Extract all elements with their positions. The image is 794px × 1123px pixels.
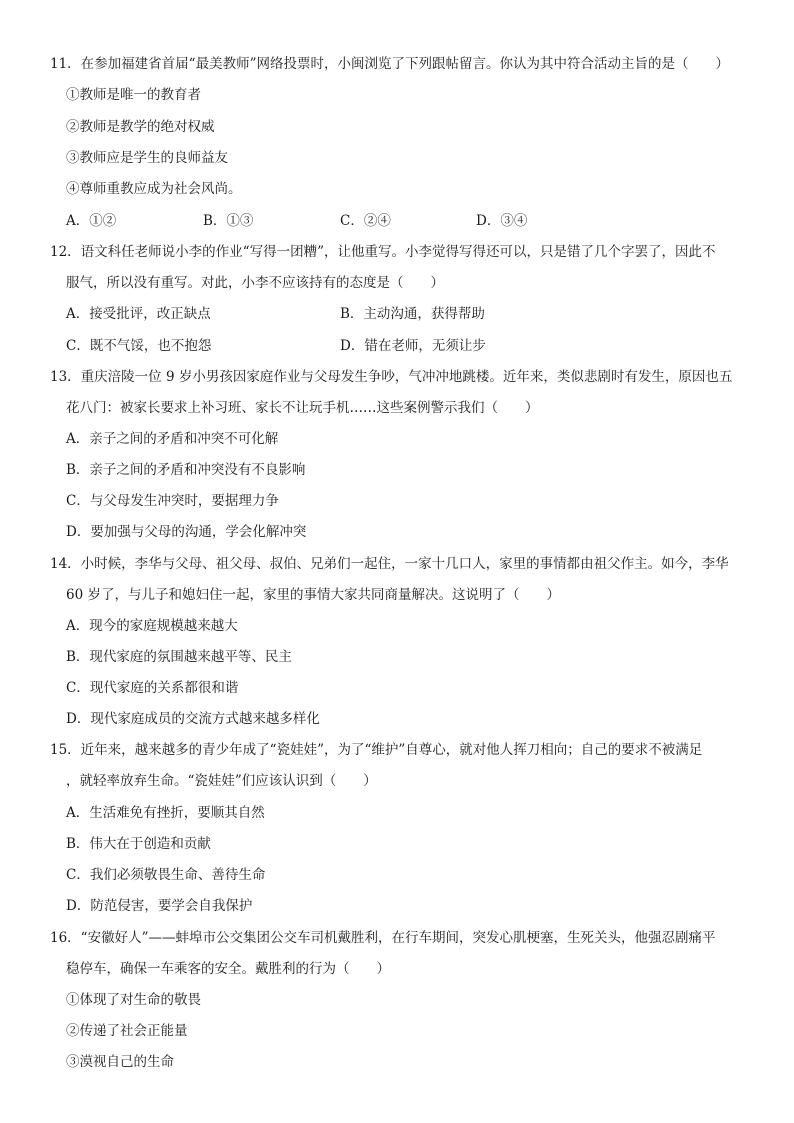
question-14-option-a: A．现今的家庭规模越来越大 bbox=[66, 618, 238, 634]
question-11-stem: 11．在参加福建省首届“最美教师”网络投票时，小闽浏览了下列跟帖留言。你认为其中符合活动主旨的是（ ） bbox=[50, 56, 729, 72]
question-15-option-a: A．生活难免有挫折，要顺其自然 bbox=[66, 805, 265, 821]
question-14-option-d: D．现代家庭成员的交流方式越来越多样化 bbox=[66, 711, 320, 727]
question-15-option-d: D．防范侵害，要学会自我保护 bbox=[66, 898, 253, 914]
question-12-stem-line-1: 12．语文科任老师说小李的作业“写得一团糟”，让他重写。小李觉得写得还可以，只是错了几个字罢了，因此不 bbox=[50, 244, 716, 260]
question-14-stem-line-2: 60 岁了，与儿子和媳妇住一起，家里的事情大家共同商量解决。这说明了（ ） bbox=[66, 587, 560, 603]
question-14-stem-line-1: 14．小时候，李华与父母、祖父母、叔伯、兄弟们一起住，一家十几口人，家里的事情都由祖父作主。如今，李华 bbox=[50, 556, 729, 572]
question-16-item-2: ②传递了社会正能量 bbox=[66, 1023, 188, 1039]
question-11-item-1: ①教师是唯一的教育者 bbox=[66, 87, 201, 103]
question-11-option-d: D．③④ bbox=[476, 213, 528, 229]
question-12-option-d: D．错在老师，无须让步 bbox=[340, 338, 486, 354]
question-13-option-b: B．亲子之间的矛盾和冲突没有不良影响 bbox=[66, 462, 306, 478]
question-15-stem-line-1: 15．近年来，越来越多的青少年成了“瓷娃娃”，为了“维护”自尊心，就对他人挥刀相向；自己的要求不被满足 bbox=[50, 742, 703, 758]
question-13-stem-line-1: 13．重庆涪陵一位 9 岁小男孩因家庭作业与父母发生争吵，气冲冲地跳楼。近年来，类似悲剧时有发生，原因也五 bbox=[50, 369, 733, 385]
question-14-option-c: C．现代家庭的关系都很和谐 bbox=[66, 680, 239, 696]
question-14-option-b: B．现代家庭的氛围越来越平等、民主 bbox=[66, 649, 292, 665]
question-11-item-4: ④尊师重教应成为社会风尚。 bbox=[66, 181, 242, 197]
question-13-option-d: D．要加强与父母的沟通，学会化解冲突 bbox=[66, 524, 307, 540]
question-11-item-3: ③教师应是学生的良师益友 bbox=[66, 150, 228, 166]
question-11-option-b: B．①③ bbox=[203, 213, 254, 229]
question-11-option-c: C．②④ bbox=[340, 213, 391, 229]
question-13-option-a: A．亲子之间的矛盾和冲突不可化解 bbox=[66, 431, 279, 447]
question-15-option-c: C．我们必须敬畏生命、善待生命 bbox=[66, 867, 266, 883]
question-11-option-a: A．①② bbox=[66, 213, 117, 229]
question-13-stem-line-2: 花八门：被家长要求上补习班、家长不让玩手机……这些案例警示我们（ ） bbox=[66, 400, 539, 416]
question-15-stem-line-2: ，就轻率放弃生命。“瓷娃娃”们应该认识到（ ） bbox=[66, 773, 377, 789]
question-12-option-b: B．主动沟通，获得帮助 bbox=[340, 306, 485, 322]
question-16-stem-line-2: 稳停车，确保一车乘客的安全。戴胜利的行为（ ） bbox=[66, 961, 390, 977]
question-13-option-c: C．与父母发生冲突时，要据理力争 bbox=[66, 493, 279, 509]
question-16-stem-line-1: 16．“安徽好人”——蚌埠市公交集团公交车司机戴胜利，在行车期间，突发心肌梗塞，生死关头，他强忍剧痛平 bbox=[50, 930, 716, 946]
question-12-stem-line-2: 服气，所以没有重写。对此，小李不应该持有的态度是（ ） bbox=[66, 275, 444, 291]
question-16-item-1: ①体现了对生命的敬畏 bbox=[66, 992, 201, 1008]
question-16-item-3: ③漠视自己的生命 bbox=[66, 1054, 174, 1070]
question-11-item-2: ②教师是教学的绝对权威 bbox=[66, 119, 215, 135]
question-15-option-b: B．伟大在于创造和贡献 bbox=[66, 836, 211, 852]
question-12-option-c: C．既不气馁，也不抱怨 bbox=[66, 338, 212, 354]
question-12-option-a: A．接受批评，改正缺点 bbox=[66, 306, 211, 322]
